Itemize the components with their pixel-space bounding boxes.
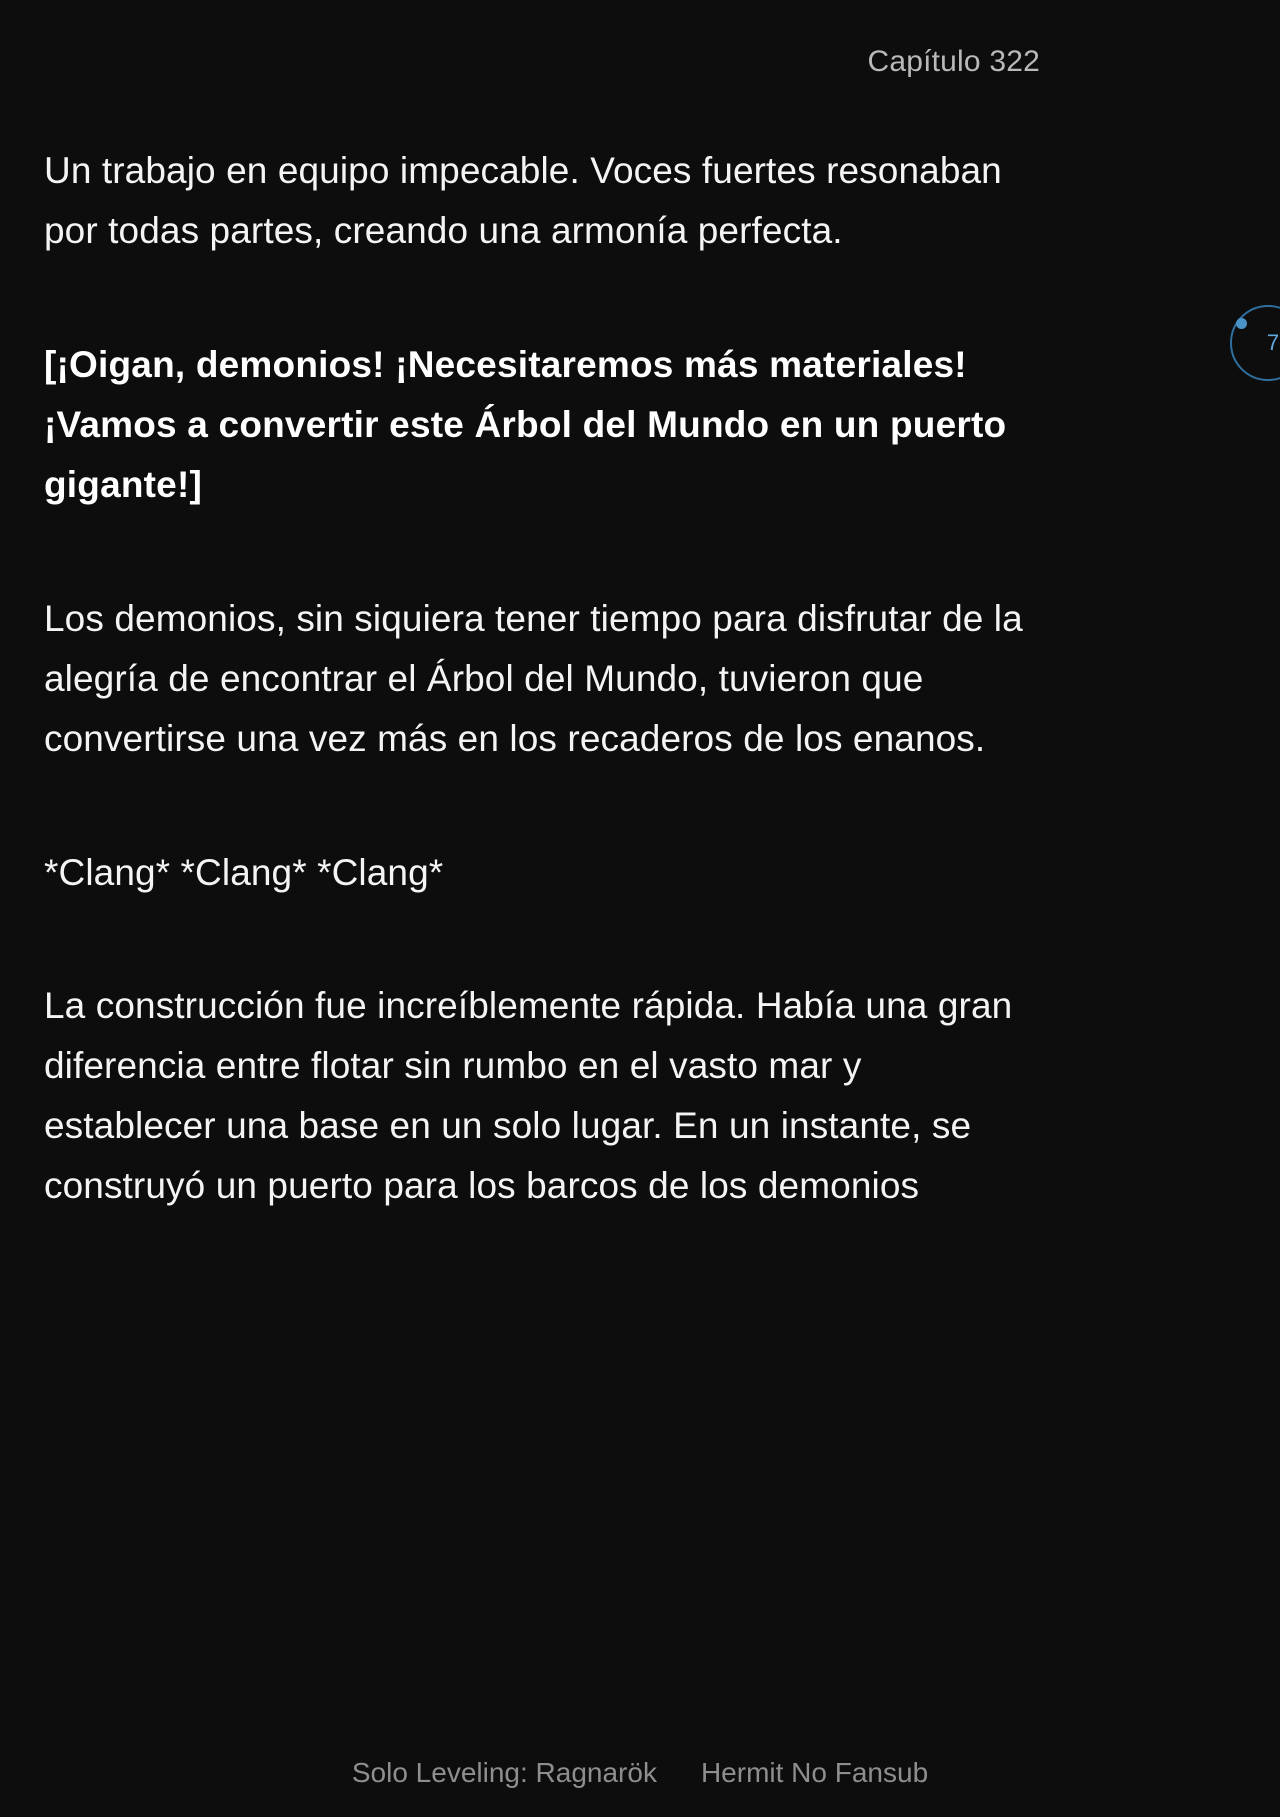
paragraph-sfx: *Clang* *Clang* *Clang* [44,851,444,893]
progress-dot-icon [1236,318,1247,329]
page-footer [0,1757,1280,1789]
footer-series-title: Solo Leveling: Ragnarök [351,1757,657,1788]
paragraph: La construcción fue increíblemente rápida. Había una gran diferencia entre flotar sin rumbo en el vasto mar y establecer una base en un solo lugar. En un instante, se construyó un puerto para los barcos de los demonios [44,985,1013,1207]
paragraph: Un trabajo en equipo impecable. Voces fuertes resonaban por todas partes, creando una armonía perfecta. [44,150,1002,251]
footer-credit: Hermit No Fansub [700,1757,929,1788]
chapter-body [0,79,1280,1216]
paragraph: Los demonios, sin siquiera tener tiempo para disfrutar de la alegría de encontrar el Árbol del Mundo, tuvieron que convertirse una vez más en los recaderos de los enanos. [44,597,1023,759]
paragraph-dialogue: [¡Oigan, demonios! ¡Necesitaremos más materiales! ¡Vamos a convertir este Árbol del Mundo en un puerto gigante!] [44,343,1007,505]
chapter-label: Capítulo 322 [867,45,1040,78]
progress-value: 7 [1266,330,1280,355]
